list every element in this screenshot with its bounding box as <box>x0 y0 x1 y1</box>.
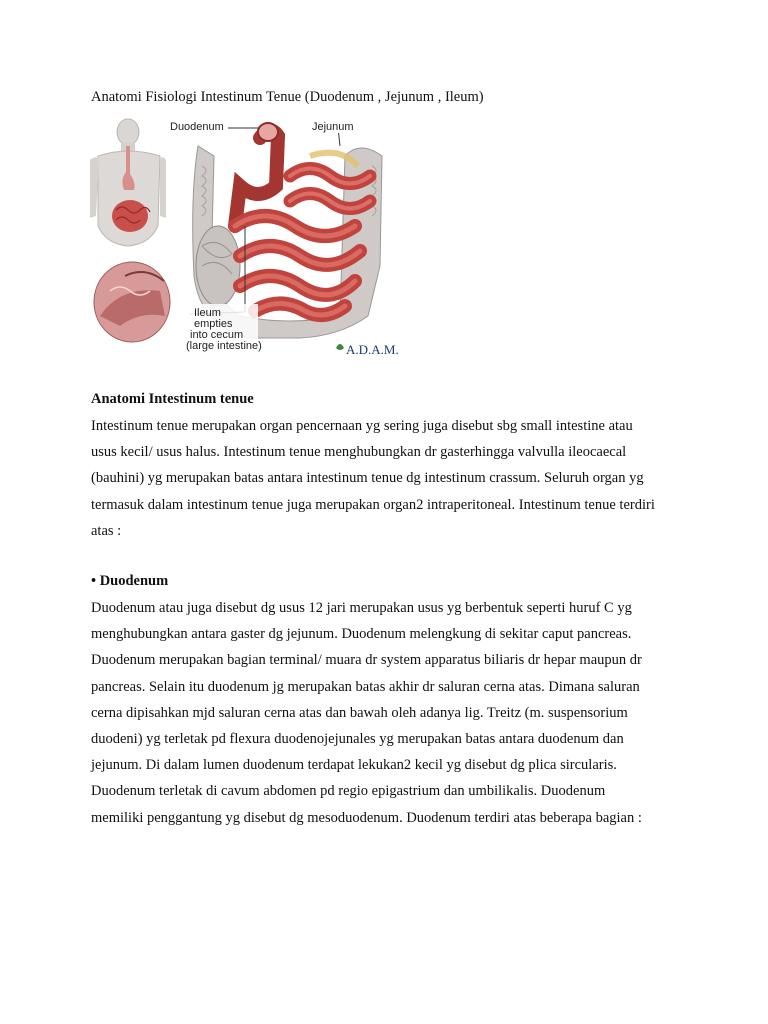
adam-logo-text: A.D.A.M. <box>346 342 399 357</box>
label-jejunum: Jejunum <box>312 121 354 133</box>
paragraph-line: cerna dipisahkan mjd saluran cerna atas dan bawah oleh adanya lig. Treitz (m. suspensorium <box>91 704 628 721</box>
section-heading-anatomi: Anatomi Intestinum tenue <box>91 391 254 407</box>
paragraph-line: Duodenum merupakan bagian terminal/ muara dr system apparatus biliaris dr hepar maupun dr <box>91 652 642 669</box>
label-ileum-line2: empties <box>194 318 233 330</box>
paragraph-duodenum <box>91 595 691 831</box>
label-ileum-line3: into cecum <box>190 329 244 341</box>
body-silhouette <box>90 119 166 246</box>
paragraph-line: Duodenum terletak di cavum abdomen pd regio epigastrium dan umbilikalis. Duodenum <box>91 783 606 800</box>
document-title: Anatomi Fisiologi Intestinum Tenue (Duodenum , Jejunum , Ileum) <box>91 89 484 105</box>
paragraph-intestinum-tenue <box>91 413 691 544</box>
paragraph-line: (bauhini) yg merupakan batas antara intestinum tenue dg intestinum crassum. Seluruh organ yg <box>91 470 644 487</box>
adam-logo <box>336 342 399 357</box>
paragraph-line: atas : <box>91 522 122 539</box>
intestine-illustration <box>90 116 400 364</box>
paragraph-line: menghubungkan antara gaster dg jejunum. Duodenum melengkung di sekitar caput pancreas. <box>91 626 632 643</box>
paragraph-line: pancreas. Selain itu duodenum jg merupakan batas akhir dr saluran cerna atas. Dimana saluran <box>91 678 640 695</box>
cecum-cross-section <box>94 262 170 342</box>
paragraph-line: duodeni) yg terletak pd flexura duodenojejunales yg merupakan batas antara duodenum dan <box>91 731 624 748</box>
paragraph-line: termasuk dalam intestinum tenue juga merupakan organ2 intraperitoneal. Intestinum tenue terdiri <box>91 496 655 513</box>
paragraph-line: Duodenum atau juga disebut dg usus 12 jari merupakan usus yg berbentuk seperti huruf C yg <box>91 600 632 616</box>
paragraph-line: usus kecil/ usus halus. Intestinum tenue menghubungkan dr gasterhingga valvulla ileocaecal <box>91 444 627 461</box>
section-heading-duodenum: • Duodenum <box>91 573 169 589</box>
label-ileum: Ileum <box>194 307 221 319</box>
paragraph-line: Intestinum tenue merupakan organ pencernaan yg sering juga disebut sbg small intestine atau <box>91 418 633 434</box>
label-duodenum: Duodenum <box>170 121 224 133</box>
paragraph-line: jejunum. Di dalam lumen duodenum terdapat lekukan2 kecil yg disebut dg plica sircularis. <box>91 757 617 774</box>
paragraph-line: memiliki penggantung yg disebut dg mesoduodenum. Duodenum terdiri atas beberapa bagian : <box>91 809 642 826</box>
label-ileum-line4: (large intestine) <box>186 340 262 352</box>
